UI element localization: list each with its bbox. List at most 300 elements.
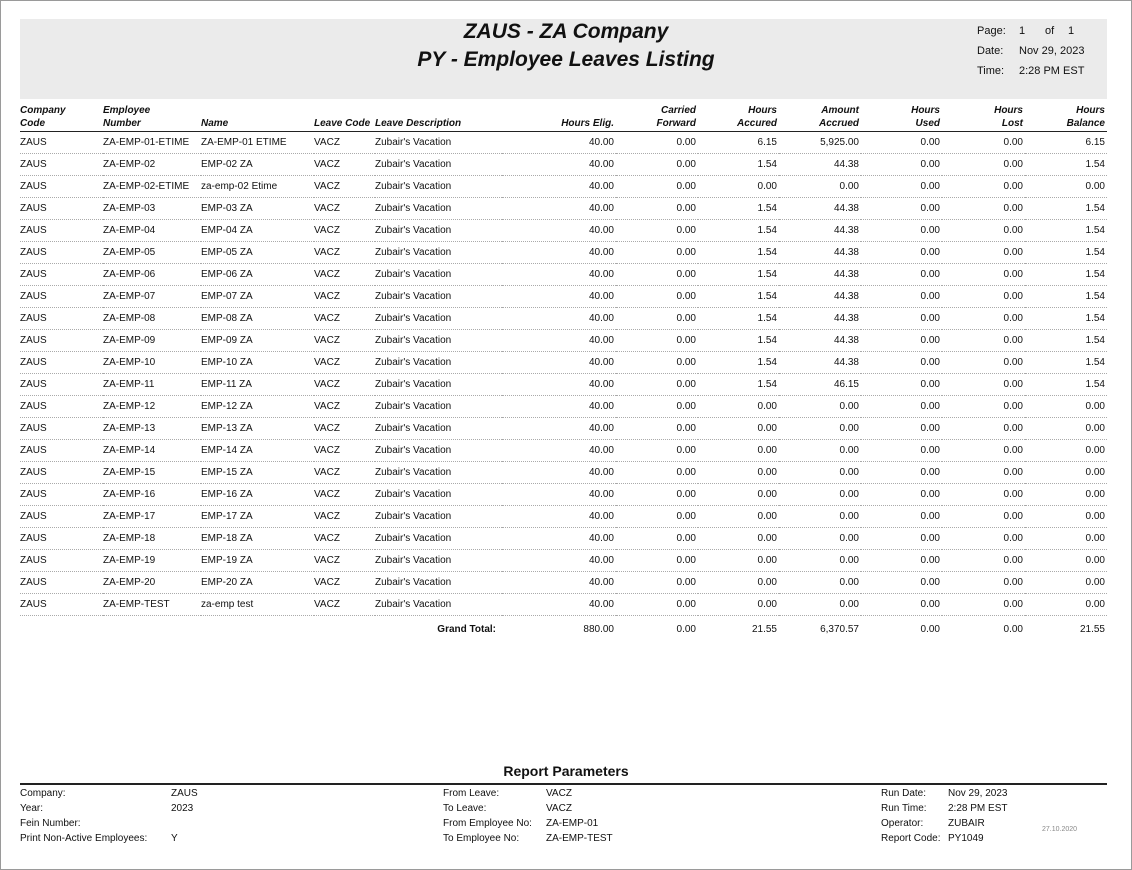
table-cell: 0.00 xyxy=(861,462,942,484)
table-cell: 40.00 xyxy=(502,198,616,220)
table-cell: 0.00 xyxy=(861,594,942,616)
column-header-line2: Lost xyxy=(1001,118,1023,129)
table-cell: 40.00 xyxy=(502,528,616,550)
table-cell: 44.38 xyxy=(779,352,861,374)
table-row xyxy=(20,176,1107,198)
report-title: ZAUS - ZA Company xyxy=(463,20,669,43)
table-cell: 0.00 xyxy=(698,484,779,506)
table-cell: 0.00 xyxy=(942,198,1025,220)
table-cell: ZAUS xyxy=(20,594,103,616)
table-cell: VACZ xyxy=(314,528,375,550)
parameter-label: Print Non-Active Employees: xyxy=(20,833,148,844)
column-header xyxy=(375,104,502,132)
table-cell: 46.15 xyxy=(779,374,861,396)
parameters-col-3 xyxy=(881,786,1008,846)
table-cell: 0.00 xyxy=(698,528,779,550)
table-cell: 0.00 xyxy=(616,242,698,264)
table-cell: Zubair's Vacation xyxy=(375,418,502,440)
table-cell: ZA-EMP-TEST xyxy=(103,594,201,616)
table-cell: EMP-08 ZA xyxy=(201,308,314,330)
table-cell: ZAUS xyxy=(20,462,103,484)
table-cell: 1.54 xyxy=(1025,154,1107,176)
parameter-row xyxy=(881,801,1008,816)
table-cell: 1.54 xyxy=(698,330,779,352)
table-cell: 1.54 xyxy=(698,264,779,286)
table-cell: 0.00 xyxy=(616,286,698,308)
table-cell: ZA-EMP-19 xyxy=(103,550,201,572)
table-cell: 0.00 xyxy=(779,594,861,616)
total-hours-accured: 21.55 xyxy=(751,623,777,635)
table-cell: 0.00 xyxy=(616,176,698,198)
table-row xyxy=(20,264,1107,286)
table-cell: VACZ xyxy=(314,330,375,352)
table-header-row xyxy=(20,104,1107,132)
table-cell: ZA-EMP-06 xyxy=(103,264,201,286)
table-cell: ZA-EMP-07 xyxy=(103,286,201,308)
grand-total-label: Grand Total: xyxy=(437,623,496,635)
table-cell: 0.00 xyxy=(616,330,698,352)
table-cell: Zubair's Vacation xyxy=(375,154,502,176)
table-cell: VACZ xyxy=(314,550,375,572)
table-cell: VACZ xyxy=(314,418,375,440)
table-cell: 0.00 xyxy=(698,440,779,462)
table-cell: 1.54 xyxy=(698,242,779,264)
table-cell: 44.38 xyxy=(779,242,861,264)
table-cell: Zubair's Vacation xyxy=(375,594,502,616)
column-header-line2: Forward xyxy=(656,118,696,129)
table-row xyxy=(20,352,1107,374)
table-cell: 40.00 xyxy=(502,176,616,198)
parameter-value: ZUBAIR xyxy=(948,818,985,829)
table-cell: ZAUS xyxy=(20,374,103,396)
grand-total-row xyxy=(20,616,1107,643)
table-cell: 0.00 xyxy=(1025,462,1107,484)
table-cell: 44.38 xyxy=(779,220,861,242)
table-cell: VACZ xyxy=(314,132,375,154)
table-cell: Zubair's Vacation xyxy=(375,132,502,154)
table-cell: ZA-EMP-18 xyxy=(103,528,201,550)
column-header-line2: Hours Elig. xyxy=(561,118,614,129)
table-cell: ZAUS xyxy=(20,308,103,330)
table-cell: 44.38 xyxy=(779,330,861,352)
parameter-value: 2023 xyxy=(171,803,194,814)
parameter-label: Run Time: xyxy=(881,803,927,814)
parameter-row xyxy=(443,831,613,846)
table-cell: Zubair's Vacation xyxy=(375,176,502,198)
table-cell: 1.54 xyxy=(698,308,779,330)
table-cell: 0.00 xyxy=(861,506,942,528)
table-cell: ZA-EMP-03 xyxy=(103,198,201,220)
total-hours-lost: 0.00 xyxy=(1003,623,1023,635)
table-cell: 0.00 xyxy=(942,286,1025,308)
table-cell: VACZ xyxy=(314,484,375,506)
table-row xyxy=(20,132,1107,154)
table-cell: 0.00 xyxy=(942,506,1025,528)
table-row xyxy=(20,242,1107,264)
table-cell: Zubair's Vacation xyxy=(375,198,502,220)
table-cell: 0.00 xyxy=(698,176,779,198)
table-cell: 40.00 xyxy=(502,418,616,440)
table-cell: 1.54 xyxy=(698,220,779,242)
table-cell: 1.54 xyxy=(1025,352,1107,374)
table-cell: 0.00 xyxy=(1025,550,1107,572)
table-cell: 0.00 xyxy=(861,330,942,352)
parameter-row xyxy=(443,786,572,801)
table-cell: 0.00 xyxy=(861,308,942,330)
column-header-line2: Leave Description xyxy=(375,118,462,129)
parameters-col-2 xyxy=(443,786,613,846)
table-cell: ZA-EMP-05 xyxy=(103,242,201,264)
table-cell: ZAUS xyxy=(20,484,103,506)
table-row xyxy=(20,286,1107,308)
table-cell: 0.00 xyxy=(861,352,942,374)
table-cell: ZA-EMP-01 ETIME xyxy=(201,132,314,154)
table-cell: 0.00 xyxy=(942,154,1025,176)
table-cell: 0.00 xyxy=(698,396,779,418)
report-parameters-title: Report Parameters xyxy=(503,763,629,779)
column-header-line1: Hours xyxy=(748,105,777,116)
table-cell: 0.00 xyxy=(861,396,942,418)
parameter-value: PY1049 xyxy=(948,833,984,844)
table-cell: 0.00 xyxy=(942,264,1025,286)
table-cell: 0.00 xyxy=(861,418,942,440)
table-cell: 0.00 xyxy=(779,418,861,440)
column-header xyxy=(779,104,861,132)
table-cell: 1.54 xyxy=(1025,264,1107,286)
table-cell: 0.00 xyxy=(1025,506,1107,528)
column-header-line2: Used xyxy=(915,118,940,129)
table-cell: ZAUS xyxy=(20,330,103,352)
table-cell: 0.00 xyxy=(616,308,698,330)
page-label: Page: xyxy=(977,25,1006,37)
report-subtitle: PY - Employee Leaves Listing xyxy=(417,48,715,71)
column-header-line1: Hours xyxy=(911,105,940,116)
table-cell: ZAUS xyxy=(20,572,103,594)
column-header-line1: Company xyxy=(20,105,66,116)
table-cell: 0.00 xyxy=(942,374,1025,396)
column-header-line1: Amount xyxy=(821,105,859,116)
table-cell: VACZ xyxy=(314,198,375,220)
parameter-value: Y xyxy=(171,833,178,844)
table-cell: 40.00 xyxy=(502,550,616,572)
table-cell: 40.00 xyxy=(502,572,616,594)
table-cell: EMP-13 ZA xyxy=(201,418,314,440)
table-cell: 0.00 xyxy=(942,242,1025,264)
table-cell: VACZ xyxy=(314,286,375,308)
table-cell: 0.00 xyxy=(616,198,698,220)
table-cell: 44.38 xyxy=(779,154,861,176)
table-cell: ZAUS xyxy=(20,132,103,154)
table-cell: 5,925.00 xyxy=(779,132,861,154)
parameter-value: Nov 29, 2023 xyxy=(948,788,1008,799)
table-cell: ZAUS xyxy=(20,396,103,418)
table-cell: VACZ xyxy=(314,220,375,242)
table-cell: 0.00 xyxy=(698,572,779,594)
parameter-row xyxy=(881,816,985,831)
table-cell: 0.00 xyxy=(942,396,1025,418)
table-cell: ZAUS xyxy=(20,528,103,550)
table-cell: 40.00 xyxy=(502,440,616,462)
column-header xyxy=(502,104,616,132)
table-cell: 0.00 xyxy=(942,550,1025,572)
parameter-row xyxy=(20,801,194,816)
table-cell: 0.00 xyxy=(616,374,698,396)
table-cell: 0.00 xyxy=(861,374,942,396)
table-cell: ZA-EMP-10 xyxy=(103,352,201,374)
table-row xyxy=(20,462,1107,484)
table-row xyxy=(20,440,1107,462)
column-header-line1 xyxy=(201,104,312,117)
table-cell: 0.00 xyxy=(861,220,942,242)
table-cell: ZAUS xyxy=(20,220,103,242)
table-cell: EMP-07 ZA xyxy=(201,286,314,308)
table-cell: ZAUS xyxy=(20,418,103,440)
table-cell: VACZ xyxy=(314,176,375,198)
table-cell: Zubair's Vacation xyxy=(375,462,502,484)
table-cell: 40.00 xyxy=(502,154,616,176)
table-cell: EMP-03 ZA xyxy=(201,198,314,220)
table-cell: 0.00 xyxy=(942,594,1025,616)
table-cell: 6.15 xyxy=(698,132,779,154)
table-cell: Zubair's Vacation xyxy=(375,506,502,528)
date-value: Nov 29, 2023 xyxy=(1019,45,1085,57)
parameter-value: 2:28 PM EST xyxy=(948,803,1008,814)
parameter-label: To Leave: xyxy=(443,803,487,814)
table-cell: 0.00 xyxy=(861,484,942,506)
total-hours-elig: 880.00 xyxy=(583,623,614,635)
parameter-value: ZA-EMP-01 xyxy=(546,818,599,829)
table-cell: 40.00 xyxy=(502,506,616,528)
table-cell: 0.00 xyxy=(1025,396,1107,418)
column-header-line2: Number xyxy=(103,118,141,129)
table-cell: ZAUS xyxy=(20,176,103,198)
table-cell: VACZ xyxy=(314,462,375,484)
table-cell: 0.00 xyxy=(779,506,861,528)
table-cell: ZA-EMP-01-ETIME xyxy=(103,132,201,154)
table-cell: 1.54 xyxy=(1025,242,1107,264)
parameter-value: ZA-EMP-TEST xyxy=(546,833,613,844)
table-cell: 1.54 xyxy=(1025,286,1107,308)
column-header-line1: Hours xyxy=(1076,105,1105,116)
column-header-line2: Balance xyxy=(1066,118,1105,129)
table-cell: 40.00 xyxy=(502,330,616,352)
table-cell: 0.00 xyxy=(616,572,698,594)
table-cell: 0.00 xyxy=(616,550,698,572)
table-row xyxy=(20,528,1107,550)
table-cell: 0.00 xyxy=(779,176,861,198)
table-cell: Zubair's Vacation xyxy=(375,374,502,396)
column-header-line1: Employee xyxy=(103,105,151,116)
table-row xyxy=(20,594,1107,616)
parameter-value: VACZ xyxy=(546,788,572,799)
column-header-line1 xyxy=(375,104,500,117)
total-hours-balance: 21.55 xyxy=(1079,623,1105,635)
table-cell: ZA-EMP-14 xyxy=(103,440,201,462)
parameter-row xyxy=(443,816,599,831)
date-label: Date: xyxy=(977,45,1004,57)
table-cell: 1.54 xyxy=(698,286,779,308)
table-cell: 0.00 xyxy=(616,440,698,462)
table-cell: za-emp test xyxy=(201,594,314,616)
table-cell: 0.00 xyxy=(779,462,861,484)
table-cell: 0.00 xyxy=(616,154,698,176)
column-header-line1: Carried xyxy=(660,105,696,116)
table-row xyxy=(20,330,1107,352)
table-cell: za-emp-02 Etime xyxy=(201,176,314,198)
table-cell: 1.54 xyxy=(1025,330,1107,352)
table-row xyxy=(20,396,1107,418)
table-cell: 1.54 xyxy=(1025,198,1107,220)
table-cell: ZA-EMP-16 xyxy=(103,484,201,506)
table-cell: ZA-EMP-13 xyxy=(103,418,201,440)
table-cell: ZAUS xyxy=(20,550,103,572)
table-cell: 0.00 xyxy=(861,132,942,154)
table-cell: ZA-EMP-15 xyxy=(103,462,201,484)
table-cell: 0.00 xyxy=(616,462,698,484)
column-header xyxy=(1025,104,1107,132)
table-cell: 40.00 xyxy=(502,352,616,374)
table-cell: Zubair's Vacation xyxy=(375,352,502,374)
table-cell: Zubair's Vacation xyxy=(375,220,502,242)
table-cell: 40.00 xyxy=(502,594,616,616)
table-row xyxy=(20,550,1107,572)
table-cell: Zubair's Vacation xyxy=(375,242,502,264)
parameter-label: Run Date: xyxy=(881,788,927,799)
table-cell: VACZ xyxy=(314,506,375,528)
page-total: 1 xyxy=(1068,25,1075,37)
column-header-line1 xyxy=(314,104,373,117)
table-cell: 0.00 xyxy=(779,396,861,418)
table-cell: Zubair's Vacation xyxy=(375,286,502,308)
table-cell: ZAUS xyxy=(20,154,103,176)
table-cell: EMP-19 ZA xyxy=(201,550,314,572)
table-cell: Zubair's Vacation xyxy=(375,264,502,286)
parameters-col-1 xyxy=(20,786,198,846)
table-cell: 0.00 xyxy=(1025,176,1107,198)
table-cell: ZAUS xyxy=(20,286,103,308)
column-header-line2: Name xyxy=(201,118,229,129)
table-cell: 6.15 xyxy=(1025,132,1107,154)
table-cell: 0.00 xyxy=(942,330,1025,352)
table-cell: 1.54 xyxy=(1025,308,1107,330)
table-cell: 0.00 xyxy=(942,176,1025,198)
table-cell: 40.00 xyxy=(502,396,616,418)
table-cell: EMP-06 ZA xyxy=(201,264,314,286)
time-value: 2:28 PM EST xyxy=(1019,65,1085,77)
table-cell: 1.54 xyxy=(698,374,779,396)
parameter-value: ZAUS xyxy=(171,788,198,799)
table-body xyxy=(20,132,1107,616)
table-cell: ZA-EMP-17 xyxy=(103,506,201,528)
table-cell: 0.00 xyxy=(616,396,698,418)
table-cell: ZAUS xyxy=(20,198,103,220)
column-header-line2: Accrued xyxy=(818,118,859,129)
table-cell: 0.00 xyxy=(861,264,942,286)
column-header xyxy=(314,104,375,132)
parameter-value: VACZ xyxy=(546,803,572,814)
column-header-line1: Hours xyxy=(994,105,1023,116)
table-cell: 0.00 xyxy=(1025,594,1107,616)
table-cell: EMP-18 ZA xyxy=(201,528,314,550)
table-cell: VACZ xyxy=(314,154,375,176)
table-cell: 40.00 xyxy=(502,308,616,330)
table-cell: 0.00 xyxy=(779,528,861,550)
table-cell: ZA-EMP-08 xyxy=(103,308,201,330)
table-cell: 0.00 xyxy=(942,440,1025,462)
table-cell: 44.38 xyxy=(779,286,861,308)
table-cell: 0.00 xyxy=(779,440,861,462)
table-cell: 0.00 xyxy=(861,198,942,220)
table-cell: 0.00 xyxy=(942,132,1025,154)
total-hours-used: 0.00 xyxy=(920,623,940,635)
table-cell: VACZ xyxy=(314,352,375,374)
table-cell: ZAUS xyxy=(20,506,103,528)
table-cell: 0.00 xyxy=(616,220,698,242)
table-cell: 0.00 xyxy=(861,286,942,308)
table-cell: 1.54 xyxy=(1025,220,1107,242)
table-cell: EMP-05 ZA xyxy=(201,242,314,264)
table-cell: Zubair's Vacation xyxy=(375,484,502,506)
table-cell: ZA-EMP-04 xyxy=(103,220,201,242)
table-cell: 40.00 xyxy=(502,242,616,264)
table-cell: 0.00 xyxy=(942,220,1025,242)
parameter-row xyxy=(443,801,572,816)
table-cell: Zubair's Vacation xyxy=(375,308,502,330)
table-cell: 0.00 xyxy=(942,572,1025,594)
table-cell: 0.00 xyxy=(861,440,942,462)
total-amount-accrued: 6,370.57 xyxy=(820,623,859,635)
table-cell: ZA-EMP-02-ETIME xyxy=(103,176,201,198)
column-header-line2: Leave Code xyxy=(314,118,371,129)
table-cell: EMP-04 ZA xyxy=(201,220,314,242)
table-cell: 0.00 xyxy=(698,506,779,528)
table-cell: ZA-EMP-20 xyxy=(103,572,201,594)
table-cell: 0.00 xyxy=(779,550,861,572)
table-cell: EMP-14 ZA xyxy=(201,440,314,462)
table-cell: 0.00 xyxy=(1025,440,1107,462)
table-cell: VACZ xyxy=(314,396,375,418)
table-row xyxy=(20,154,1107,176)
table-cell: 0.00 xyxy=(779,484,861,506)
table-cell: 40.00 xyxy=(502,484,616,506)
table-cell: 0.00 xyxy=(1025,572,1107,594)
column-header-line2: Accured xyxy=(736,118,777,129)
table-cell: 0.00 xyxy=(942,528,1025,550)
table-cell: 1.54 xyxy=(1025,374,1107,396)
table-cell: EMP-10 ZA xyxy=(201,352,314,374)
column-header xyxy=(861,104,942,132)
table-cell: 40.00 xyxy=(502,286,616,308)
table-cell: EMP-02 ZA xyxy=(201,154,314,176)
parameters-divider xyxy=(20,783,1107,785)
column-header xyxy=(201,104,314,132)
table-cell: Zubair's Vacation xyxy=(375,572,502,594)
table-cell: 0.00 xyxy=(861,242,942,264)
table-cell: Zubair's Vacation xyxy=(375,396,502,418)
time-label: Time: xyxy=(977,65,1005,77)
table-cell: 0.00 xyxy=(616,506,698,528)
table-cell: 0.00 xyxy=(616,528,698,550)
of-label: of xyxy=(1045,25,1055,37)
column-header xyxy=(20,104,103,132)
leaves-table xyxy=(20,104,1107,642)
table-cell: VACZ xyxy=(314,594,375,616)
parameter-label: Report Code: xyxy=(881,833,941,844)
table-cell: 44.38 xyxy=(779,264,861,286)
table-cell: 40.00 xyxy=(502,374,616,396)
table-cell: 40.00 xyxy=(502,132,616,154)
table-cell: 40.00 xyxy=(502,462,616,484)
